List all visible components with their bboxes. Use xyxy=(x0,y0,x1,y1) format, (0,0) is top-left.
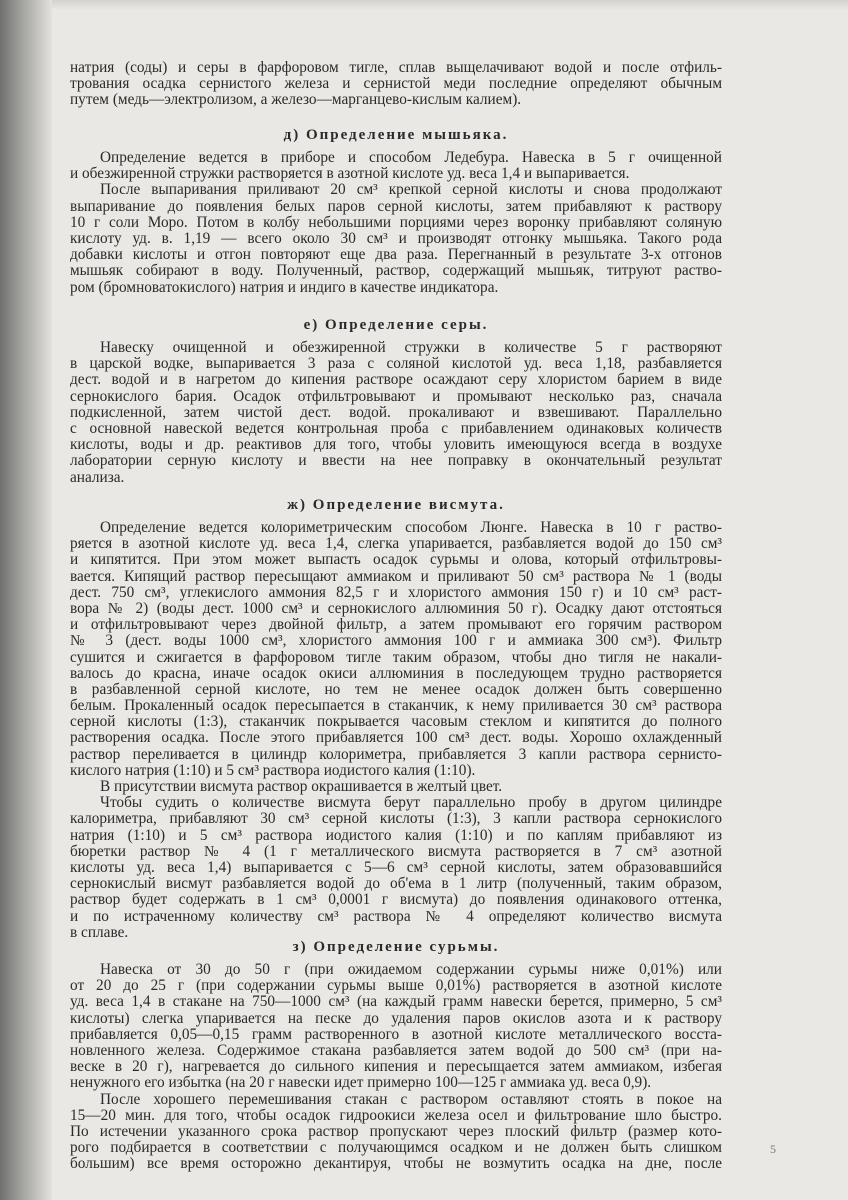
page-top-edge xyxy=(52,0,848,10)
text-line: в царской водке, выпаривается 3 раза с соляной кислотой уд. веса 1,18, разбавляется xyxy=(70,355,722,373)
section-heading: д) Определение мышьяка. xyxy=(283,127,509,143)
text-line: растворения осадка. После этого прибавляется 100 см³ дест. воды. Хорошо охлажденный xyxy=(70,729,722,747)
text-line: ром (бромноватокислого) натрия и индиго в качестве индикатора. xyxy=(70,278,499,296)
section-antimony xyxy=(70,936,722,1172)
text-line: кислоты) слегка упаривается на песке до удаления паров окислов азота и к раствору xyxy=(70,1009,722,1027)
paragraph xyxy=(70,962,722,1092)
section-sulfur xyxy=(70,314,722,486)
text-line: кислоты, воды и др. реактивов для того, чтобы уловить имеющуюся всегда в воздухе xyxy=(70,436,722,454)
paragraph xyxy=(70,60,722,109)
text-line: и отфильтровывают через двойной фильтр, а затем промывают его горячим раствором xyxy=(70,616,722,634)
text-line: ненужного его избытка (на 20 г навески идет примерно 100—125 г аммиака уд. веса 0,9). xyxy=(70,1074,652,1092)
text-line: веске в 20 г), нагревается до сильного кипения и пересыщается затем аммиаком, избегая xyxy=(70,1058,722,1076)
text-line: После выпаривания приливают 20 см³ крепкой серной кислоты и снова продолжают xyxy=(100,181,722,199)
section-intro-continuation xyxy=(70,60,722,109)
text-line: лаборатории серную кислоту и ввести на нее поправку в окончательный результат xyxy=(70,452,722,470)
text-line: кислоты уд. веса 1,4) выпаривается с 5—6 см³ серной кислоты, затем образовавшийся xyxy=(70,858,722,876)
text-line: анализа. xyxy=(70,468,125,486)
paragraph xyxy=(70,1092,722,1173)
text-line: уд. веса 1,4 в стакане на 750—1000 см³ (на каждый грамм навески берется, примерно, 5 см³ xyxy=(70,993,722,1011)
text-line: подкисленной, затем чистой дест. водой. прокаливают и взвешивают. Параллельно xyxy=(70,403,722,421)
text-line: 15—20 мин. для того, чтобы осадок гидроокиси железа осел и фильтрование шло быстро. xyxy=(70,1106,722,1124)
section-heading: ж) Определение висмута. xyxy=(287,497,505,513)
text-line: трования осадка сернистого железа и сернистой меди последние определяют обычным xyxy=(70,75,722,93)
text-line: с основной навеской ведется контрольная проба с прибавлением одинаковых количеств xyxy=(70,419,722,437)
section-heading: е) Определение серы. xyxy=(303,317,489,333)
text-line: кислоту уд. в. 1,19 — всего около 30 см³ и производят отгонку мышьяка. Такого рода xyxy=(70,229,722,247)
text-line: и обезжиренной стружки растворяется в азотной кислоте уд. веса 1,4 и выпаривается. xyxy=(70,165,630,183)
text-line: серной кислоты (1:3), стаканчик покрывается часовым стеклом и кипятится до полного xyxy=(70,713,722,731)
text-line: Определение ведется в приборе и способом Ледебура. Навеска в 5 г очищенной xyxy=(100,149,722,166)
text-line: в разбавленной серной кислоте, но тем не менее осадок должен быть совершенно xyxy=(70,680,722,698)
text-line: новленного железа. Содержимое стакана разбавляется затем водой до 500 см³ (при на- xyxy=(70,1041,722,1059)
text-line: бюретки раствор № 4 (1 г металлического висмута растворяется в 7 см³ азотной xyxy=(70,842,722,860)
text-line: в сплаве. xyxy=(70,923,129,941)
text-line: добавки кислоты и отгон повторяют еще два раза. Перегнанный в результате 3-х отгонов xyxy=(70,246,722,264)
text-line: и по истраченному количеству см³ раствора № 4 определяют количество висмута xyxy=(70,907,722,925)
text-line: вора № 2) (воды дест. 1000 см³ и сернокислого аллюминия 50 г). Осадку дают отстояться xyxy=(70,599,722,617)
text-line: выпаривание до появления белых паров серной кислоты, затем прибавляют к раствору xyxy=(70,197,722,215)
paragraph xyxy=(70,520,722,779)
text-line: прибавляется 0,05—0,15 грамм растворенного в азотной кислоте металлического восста- xyxy=(70,1025,722,1043)
text-line: Чтобы судить о количестве висмута берут параллельно пробу в другом цилиндре xyxy=(100,794,722,812)
paragraph xyxy=(70,779,722,795)
text-line: дест. водой и в нагретом до кипения растворе осаждают серу хлористом барием в виде xyxy=(70,371,722,389)
paragraph xyxy=(70,795,722,941)
text-line: Определение ведется колориметрическим способом Люнге. Навеска в 10 г раство- xyxy=(100,519,722,536)
paragraph xyxy=(70,150,722,182)
paragraph xyxy=(70,182,722,295)
text-line: сернокислого бария. Осадок отфильтровывают и промывают несколько раз, сначала xyxy=(70,387,722,405)
text-line: дест. 750 см³, углекислого аммония 82,5 г и хлористого аммония 150 г) и 10 см³ раст- xyxy=(70,583,722,601)
page-number: 5 xyxy=(770,1142,776,1156)
text-line: Навеска от 30 до 50 г (при ожидаемом содержании сурьмы ниже 0,01%) или xyxy=(100,961,722,978)
text-line: раствор будет содержать в 1 см³ 0,0001 г висмута) до появления одинакового оттенка, xyxy=(70,891,722,909)
text-line: сернокислый висмут разбавляется водой до об'ема в 1 литр (полученный, таким образом, xyxy=(70,875,722,893)
text-line: 10 г соли Моро. Потом в колбу небольшими порциями через воронку прибавляют соляную xyxy=(70,213,722,231)
text-line: большим) все время осторожно декантируя, чтобы не возмутить осадка на дне, после xyxy=(70,1155,722,1173)
book-binding-shadow xyxy=(0,0,52,1200)
text-line: от 20 до 25 г (при содержании сурьмы выше 0,01%) растворяется в азотной кислоте xyxy=(70,977,722,995)
text-line: и кипятится. При этом может выпасть осадок сурьмы и олова, который отфильтровы- xyxy=(70,551,722,569)
text-line: натрия (1:10) и 5 см³ раствора иодистого калия (1:10) и по каплям прибавляют из xyxy=(70,826,722,844)
text-line: По истечении указанного срока раствор пропускают через плоский фильтр (размер кото- xyxy=(70,1122,722,1140)
text-line: Навеску очищенной и обезжиренной стружки в количестве 5 г растворяют xyxy=(100,339,722,356)
text-line: рого подбирается в соответствии с получающимся осадком и не должен быть слишком xyxy=(70,1139,722,1157)
text-line: путем (медь—электролизом, а железо—марганцево-кислым калием). xyxy=(70,91,522,109)
text-line: натрия (соды) и серы в фарфоровом тигле, сплав выщелачивают водой и после отфиль- xyxy=(70,59,722,76)
text-line: № 3 (дест. воды 1000 см³, хлористого аммония 100 г и аммиака 300 см³). Фильтр xyxy=(70,632,722,650)
section-heading: з) Определение сурьмы. xyxy=(292,939,500,955)
section-arsenic xyxy=(70,124,722,296)
text-line: вается. Кипящий раствор пересыщают аммиаком и приливают 50 см³ раствора № 1 (воды xyxy=(70,567,722,585)
text-line: ряется в азотной кислоте уд. веса 1,4, слегка упаривается, разбавляется водой до 150 см³ xyxy=(70,535,722,553)
text-line: валось до красна, иначе осадок окиси аллюминия в последующем трудно растворяется xyxy=(70,664,722,682)
text-line: белым. Прокаленный осадок пересыпается в стаканчик, к нему приливается 30 см³ раствора xyxy=(70,697,722,715)
text-line: калориметра, прибавляют 30 см³ серной кислоты (1:3), 3 капли раствора сернокислого xyxy=(70,810,722,828)
text-line: кислого натрия (1:10) и 5 см³ раствора иодистого калия (1:10). xyxy=(70,761,476,779)
text-line: сушится и сжигается в фарфоровом тигле таким образом, чтобы дно тигля не накали- xyxy=(70,648,722,666)
text-line: После хорошего перемешивания стакан с раствором оставляют стоять в покое на xyxy=(100,1090,722,1108)
text-line: мышьяк собирают в воду. Полученный, раствор, содержащий мышьяк, титруют раство- xyxy=(70,262,722,280)
paragraph xyxy=(70,340,722,486)
section-bismuth xyxy=(70,494,722,941)
text-line: раствор переливается в цилиндр колориметра, прибавляется 3 капли раствора сернисто- xyxy=(70,745,722,763)
text-line: В присутствии висмута раствор окрашивается в желтый цвет. xyxy=(100,778,503,795)
